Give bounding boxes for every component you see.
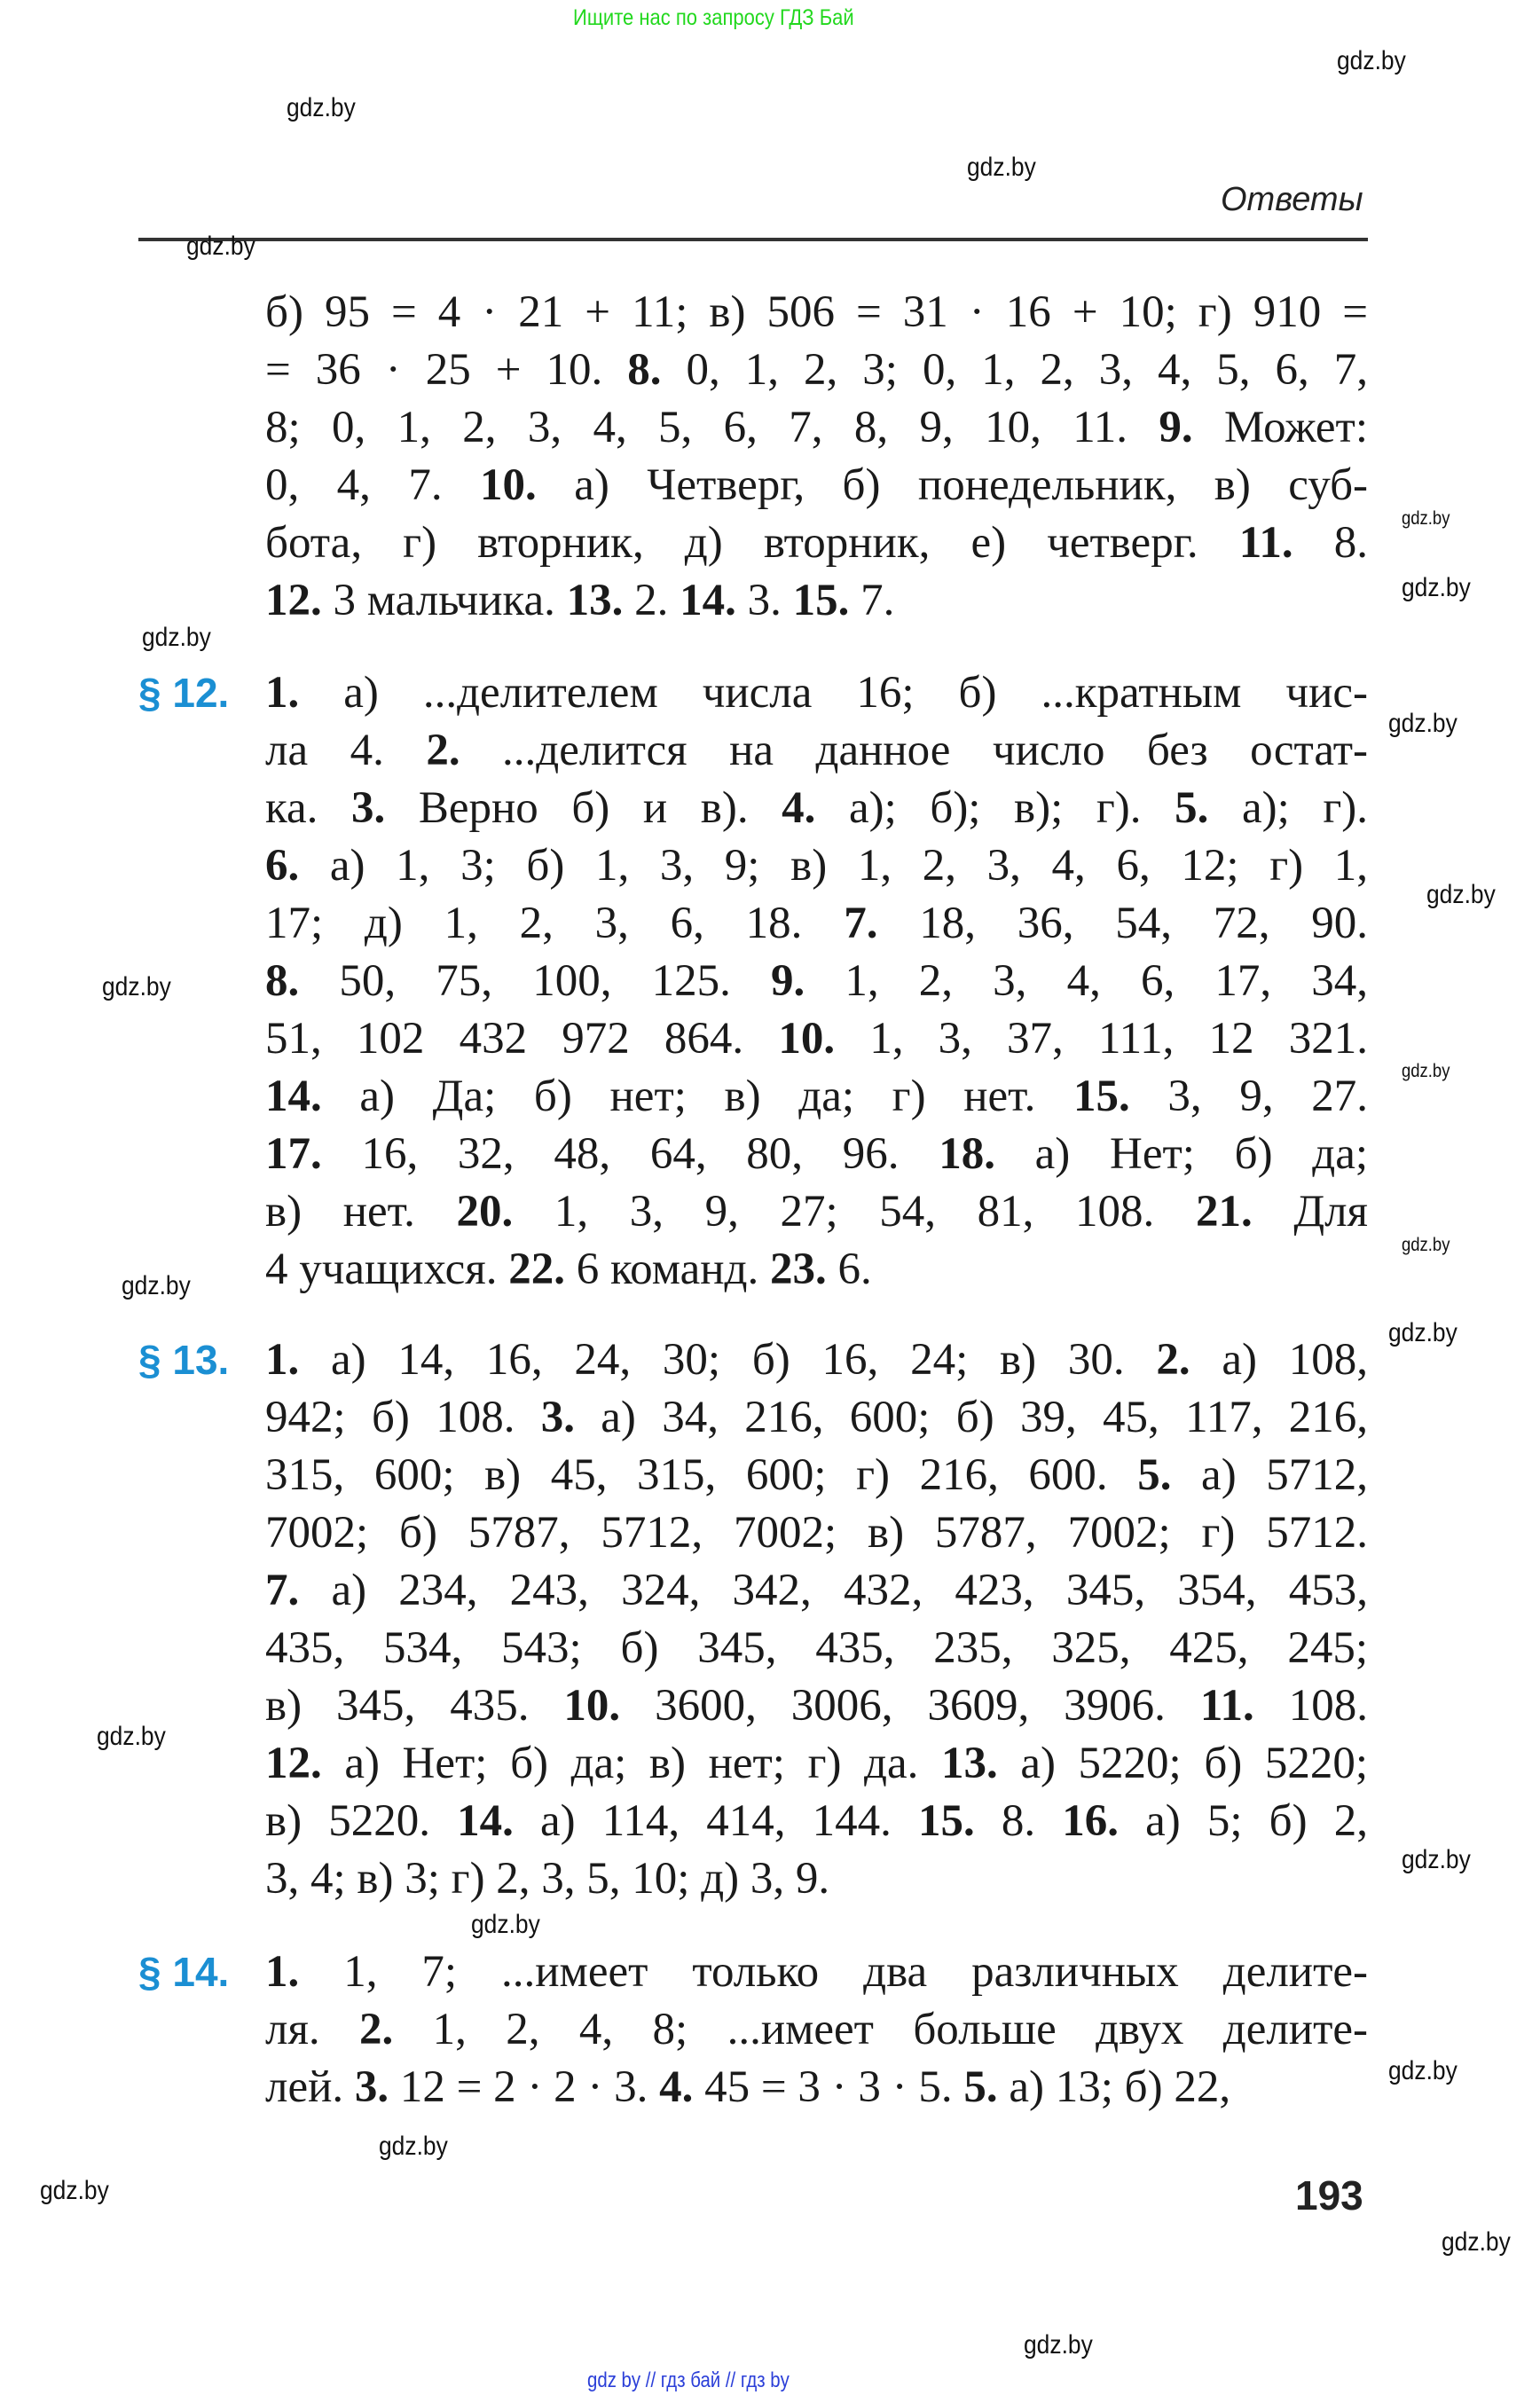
item-number: 16. (1062, 1796, 1119, 1846)
item-number: 5. (963, 2062, 998, 2112)
answer-text: 3, 4; в) 3; г) 2, 3, 5, 10; д) 3, 9. (265, 1854, 830, 1904)
answer-text: 6 команд. (564, 1245, 771, 1294)
watermark: gdz.by (1402, 1235, 1450, 1255)
answer-text: 7. (849, 576, 895, 625)
item-number: 12. (265, 576, 322, 625)
answer-line (265, 2059, 1368, 2116)
answer-text: а) 114, 414, 144. (513, 1796, 918, 1846)
section-13-answers (138, 1331, 1369, 1908)
answer-text: а) 234, 243, 324, 342, 432, 423, 345, 354, 453, (299, 1566, 1368, 1615)
answer-text: 2. (623, 576, 680, 625)
watermark: gdz.by (186, 232, 255, 261)
answer-text: 50, 75, 100, 125. (299, 956, 771, 1006)
answer-text: 8. (1292, 518, 1369, 568)
answer-text: а) 5; б) 2, (1118, 1796, 1368, 1846)
answer-line (265, 895, 1368, 953)
item-number: 14. (680, 576, 736, 625)
answer-text: 8; 0, 1, 2, 3, 4, 5, 6, 7, 8, 9, 10, 11. (265, 403, 1159, 452)
answer-text: 3. (735, 576, 793, 625)
watermark: gdz.by (142, 623, 211, 652)
item-number: 10. (480, 460, 537, 510)
answer-line (265, 1241, 1368, 1299)
answer-text: а) Нет; б) да; (994, 1129, 1369, 1179)
answer-text: 51, 102 432 972 864. (265, 1014, 779, 1064)
item-number: 1. (265, 1335, 300, 1385)
answer-text: в) 345, 435. (265, 1681, 564, 1731)
answer-text: а); б); в); г). (815, 783, 1175, 833)
answer-text: 3600, 3006, 3609, 3906. (620, 1681, 1200, 1731)
answer-line (265, 457, 1368, 514)
answer-text: 0, 4, 7. (265, 460, 481, 510)
search-banner[interactable]: Ищите нас по запросу ГДЗ Бай (573, 5, 854, 30)
answer-text: ля. (265, 2005, 360, 2054)
answer-text: 4 учащихся. (265, 1245, 509, 1294)
answer-line (265, 1447, 1368, 1504)
item-number: 2. (359, 2005, 394, 2054)
item-number: 15. (1073, 1072, 1130, 1121)
answer-line (265, 1389, 1368, 1447)
item-number: 10. (563, 1681, 621, 1731)
footer-links[interactable]: gdz by // гдз бай // гдз by (587, 2368, 790, 2392)
answer-line (265, 1126, 1368, 1183)
answer-text: 16, 32, 48, 64, 80, 96. (321, 1129, 939, 1179)
watermark: gdz.by (1442, 2227, 1511, 2257)
watermark: gdz.by (1426, 880, 1496, 909)
item-number: 10. (778, 1014, 836, 1064)
answer-text: 0, 1, 2, 3; 0, 1, 2, 3, 4, 5, 6, 7, (661, 345, 1368, 395)
item-number: 8. (265, 956, 300, 1006)
watermark: gdz.by (1388, 1318, 1458, 1347)
header-rule (138, 238, 1368, 241)
item-number: 2. (426, 726, 460, 775)
answer-text: а) 108, (1190, 1335, 1368, 1385)
item-number: 6. (265, 841, 300, 891)
item-number: 9. (770, 956, 805, 1006)
item-number: 9. (1159, 403, 1193, 452)
answer-text: ка. (265, 783, 351, 833)
answer-text: 12 = 2 · 2 · 3. (389, 2062, 660, 2112)
answer-text: ла 4. (265, 726, 427, 775)
answer-text: бота, г) вторник, д) вторник, е) четверг. (265, 518, 1239, 568)
item-number: 3. (350, 783, 386, 833)
answer-text: Верно б) и в). (385, 783, 782, 833)
answer-line (265, 2001, 1368, 2059)
item-number: 12. (265, 1739, 322, 1788)
item-number: 14. (265, 1072, 322, 1121)
answer-text: а) Четверг, б) понедельник, в) суб- (536, 460, 1368, 510)
answer-line (265, 1944, 1368, 2001)
answer-line (265, 1735, 1368, 1793)
watermark: gdz.by (967, 153, 1036, 182)
answer-line (265, 284, 1368, 342)
answer-text: 1, 2, 4, 8; ...имеет больше двух делите- (393, 2005, 1368, 2054)
answer-text: а) 5712, (1171, 1450, 1369, 1500)
answer-text: 18, 36, 54, 72, 90. (877, 899, 1368, 948)
answer-text: 1, 3, 9, 27; 54, 81, 108. (513, 1187, 1196, 1237)
watermark: gdz.by (1024, 2330, 1093, 2360)
item-number: 8. (627, 345, 662, 395)
answer-text: 1, 2, 3, 4, 6, 17, 34, (805, 956, 1369, 1006)
answer-line (265, 1677, 1368, 1735)
item-number: 14. (457, 1796, 514, 1846)
answer-text: Может: (1192, 403, 1368, 452)
answer-text: 315, 600; в) 45, 315, 600; г) 216, 600. (265, 1450, 1138, 1500)
answer-text: 17; д) 1, 2, 3, 6, 18. (265, 899, 845, 948)
item-number: 2. (1156, 1335, 1190, 1385)
item-number: 5. (1137, 1450, 1172, 1500)
watermark: gdz.by (1402, 508, 1450, 529)
answer-text: а) Да; б) нет; в) да; г) нет. (321, 1072, 1074, 1121)
item-number: 5. (1175, 783, 1209, 833)
answer-text: 7002; б) 5787, 5712, 7002; в) 5787, 7002; г) 5712. (265, 1508, 1368, 1558)
watermark: gdz.by (287, 93, 356, 122)
section-label: § 12. (138, 670, 230, 716)
item-number: 15. (792, 576, 850, 625)
item-number: 3. (354, 2062, 389, 2112)
answer-text: 1, 3, 37, 111, 12 321. (835, 1014, 1368, 1064)
item-number: 1. (265, 1947, 300, 1997)
answer-line (265, 664, 1368, 722)
answer-text: а) Нет; б) да; в) нет; г) да. (321, 1739, 941, 1788)
answer-line (265, 1850, 1368, 1908)
watermark: gdz.by (1388, 2056, 1458, 2085)
answer-text: а) ...делителем числа 16; б) ...кратным чис- (299, 668, 1368, 718)
answer-line (265, 1504, 1368, 1562)
item-number: 21. (1195, 1187, 1253, 1237)
answer-line (265, 1068, 1368, 1126)
answer-text: Для (1252, 1187, 1369, 1237)
watermark: gdz.by (471, 1910, 540, 1939)
answer-text: 3 мальчика. (321, 576, 567, 625)
answer-line (265, 514, 1368, 572)
answer-text: 45 = 3 · 3 · 5. (693, 2062, 964, 2112)
answer-text: а) 5220; б) 5220; (997, 1739, 1369, 1788)
answer-text: а) 1, 3; б) 1, 3, 9; в) 1, 2, 3, 4, 6, 12; г) 1, (299, 841, 1368, 891)
answer-text: в) нет. (265, 1187, 457, 1237)
answer-line (265, 342, 1368, 399)
item-number: 18. (939, 1129, 995, 1179)
answer-text: а) 13; б) 22, (997, 2062, 1231, 2112)
section-label: § 13. (138, 1337, 230, 1383)
section-14-answers (138, 1944, 1368, 2116)
item-number: 3. (540, 1393, 575, 1442)
answer-text: 108. (1253, 1681, 1369, 1731)
item-number: 4. (782, 783, 816, 833)
item-number: 20. (456, 1187, 514, 1237)
answer-text: а); г). (1208, 783, 1368, 833)
answer-text: 435, 534, 543; б) 345, 435, 235, 325, 425, 245; (265, 1623, 1368, 1673)
answer-text: 6. (826, 1245, 872, 1294)
answer-line (265, 780, 1368, 837)
answer-text: а) 34, 216, 600; б) 39, 45, 117, 216, (575, 1393, 1368, 1442)
watermark: gdz.by (97, 1722, 166, 1751)
answer-line (265, 1010, 1368, 1068)
answer-text: в) 5220. (265, 1796, 458, 1846)
running-head: Ответы (1221, 181, 1363, 218)
answer-text: = 36 · 25 + 10. (265, 345, 628, 395)
answer-line (265, 1183, 1368, 1241)
item-number: 13. (566, 576, 624, 625)
item-number: 13. (941, 1739, 998, 1788)
answer-text: лей. (265, 2062, 355, 2112)
answer-text: 942; б) 108. (265, 1393, 541, 1442)
answer-text: 8. (974, 1796, 1063, 1846)
answer-line (265, 399, 1368, 457)
answer-text: 3, 9, 27. (1129, 1072, 1368, 1121)
watermark: gdz.by (1402, 1845, 1471, 1874)
item-number: 15. (917, 1796, 975, 1846)
item-number: 11. (1199, 1681, 1254, 1731)
watermark: gdz.by (102, 972, 171, 1001)
watermark: gdz.by (1402, 1061, 1450, 1081)
watermark: gdz.by (379, 2132, 448, 2161)
watermark: gdz.by (1388, 709, 1458, 738)
item-number: 1. (265, 668, 300, 718)
answer-line (265, 1562, 1368, 1620)
answer-line (265, 953, 1368, 1010)
watermark: gdz.by (1402, 573, 1471, 602)
watermark: gdz.by (122, 1271, 191, 1300)
answer-line (265, 1620, 1368, 1677)
answer-line (265, 1331, 1368, 1389)
item-number: 11. (1238, 518, 1293, 568)
answer-text: а) 14, 16, 24, 30; б) 16, 24; в) 30. (299, 1335, 1157, 1385)
item-number: 7. (265, 1566, 300, 1615)
answer-text: б) 95 = 4 · 21 + 11; в) 506 = 31 · 16 + 10; г) 910 = (265, 287, 1368, 337)
watermark: gdz.by (40, 2176, 109, 2205)
item-number: 23. (770, 1245, 827, 1294)
answer-line (265, 722, 1368, 780)
answer-text: 1, 7; ...имеет только два различных делите- (299, 1947, 1368, 1997)
answer-line (265, 837, 1368, 895)
page-number: 193 (1295, 2172, 1363, 2218)
item-number: 17. (265, 1129, 322, 1179)
item-number: 4. (659, 2062, 694, 2112)
section-label: § 14. (138, 1949, 230, 1995)
item-number: 7. (844, 899, 878, 948)
answer-line (265, 572, 1368, 630)
item-number: 22. (508, 1245, 565, 1294)
answers-continued (265, 284, 1368, 630)
answer-line (265, 1793, 1368, 1850)
answer-text: ...делится на данное число без остат- (460, 726, 1368, 775)
watermark: gdz.by (1337, 46, 1406, 75)
